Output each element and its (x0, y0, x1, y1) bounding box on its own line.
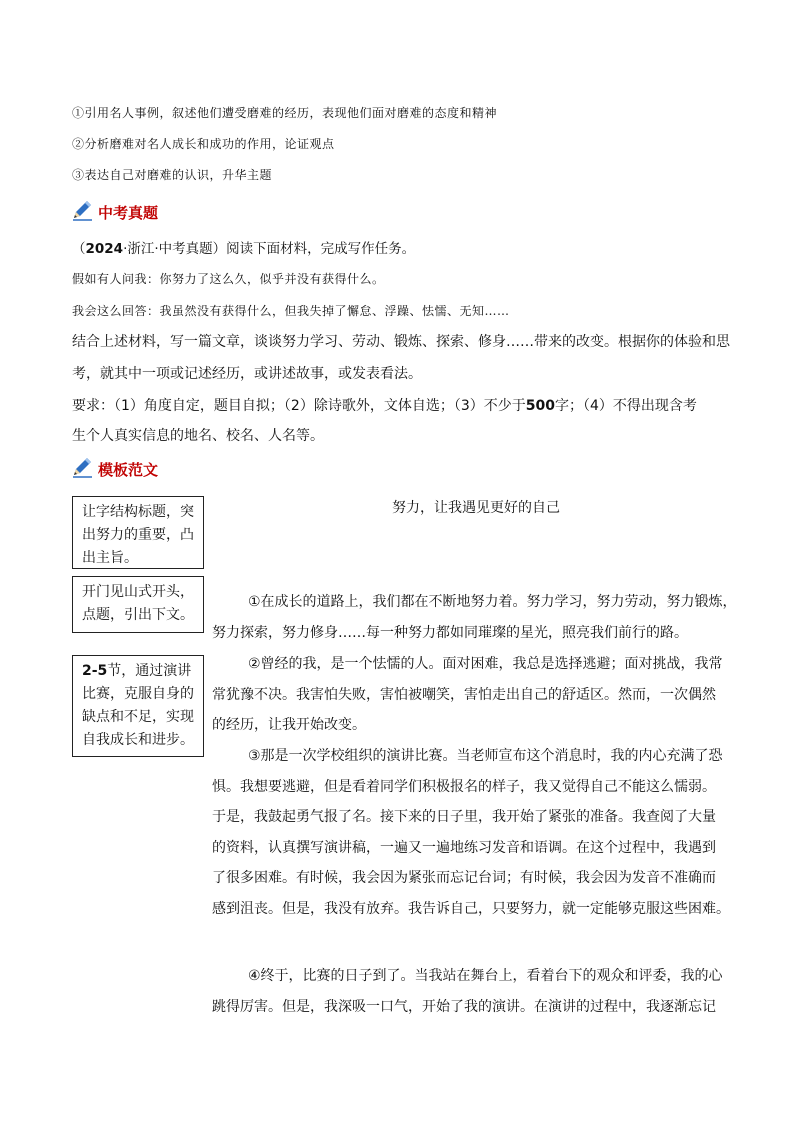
essay-paragraph-1 (212, 587, 740, 648)
exam-requirement-line-1 (72, 395, 697, 415)
essay-line: ③那是一次学校组织的演讲比赛。当老师宣布这个消息时，我的内心充满了恐 (248, 748, 723, 764)
essay-line: 感到沮丧。但是，我没有放弃。我告诉自己，只要努力，就一定能够克服这些困难。 (212, 900, 730, 917)
outline-item-2: ②分析磨难对名人成长和成功的作用，论证观点 (72, 137, 335, 151)
essay-line: 惧。我想要逃避，但是看着同学们积极报名的样子，我又觉得自己不能这么懦弱。 (212, 778, 716, 795)
essay-title: 努力，让我遇见更好的自己 (392, 500, 560, 516)
essay-paragraph-3 (212, 741, 740, 924)
annotation-bold: 2-5 (82, 663, 108, 679)
essay-line: ②曾经的我，是一个怯懦的人。面对困难，我总是选择逃避；面对挑战，我常 (248, 656, 723, 672)
pencil-icon (70, 455, 94, 479)
essay-line: 常犹豫不决。我害怕失败，害怕被嘲笑，害怕走出自己的舒适区。然而，一次偶然 (212, 686, 716, 703)
req-part-b: 字；（4）不得出现含考 (554, 398, 697, 414)
source-year: 2024 (85, 241, 124, 257)
outline-item-1: ①引用名人事例，叙述他们遭受磨难的经历，表现他们面对磨难的态度和精神 (72, 106, 498, 120)
section-title-exam: 中考真题 (98, 204, 159, 222)
req-part-a: 要求：（1）角度自定，题目自拟；（2）除诗歌外，文体自选；（3）不少于 (72, 398, 526, 414)
exam-quote-2: 我会这么回答：我虽然没有获得什么，但我失掉了懈怠、浮躁、怯懦、无知…… (72, 304, 510, 318)
essay-line: 于是，我鼓起勇气报了名。接下来的日子里，我开始了紧张的准备。我查阅了大量 (212, 809, 716, 825)
exam-requirement-line-2: 生个人真实信息的地名、校名、人名等。 (72, 428, 324, 444)
section-header-exam (70, 198, 158, 222)
section-header-model (70, 455, 158, 479)
essay-line: 了很多困难。有时候，我会因为紧张而忘记台词；有时候，我会因为发音不准确而 (212, 870, 716, 886)
req-word-count: 500 (525, 398, 555, 414)
annotation-box-body (72, 655, 204, 757)
essay-paragraph-2 (212, 649, 740, 741)
essay-line: 跳得厉害。但是，我深吸一口气，开始了我的演讲。在演讲的过程中，我逐渐忘记 (212, 998, 716, 1015)
essay-line: 的资料，认真撰写演讲稿，一遍又一遍地练习发音和语调。在这个过程中，我遇到 (212, 839, 716, 856)
exam-task-line-1: 结合上述材料，写一篇文章，谈谈努力学习、劳动、锻炼、探索、修身……带来的改变。根据你的体验和思 (72, 334, 730, 350)
source-rest: ·浙江·中考真题）阅读下面材料，完成写作任务。 (123, 241, 416, 257)
essay-line: ④终于，比赛的日子到了。当我站在舞台上，看着台下的观众和评委，我的心 (248, 968, 723, 984)
essay-line: 的经历，让我开始改变。 (212, 717, 366, 733)
section-title-model: 模板范文 (98, 461, 159, 479)
exam-quote-1: 假如有人问我：你努力了这么久，似乎并没有获得什么。 (72, 272, 385, 286)
source-paren: （ (72, 241, 86, 257)
annotation-box-opening: 开门见山式开头，点题，引出下文。 (72, 576, 204, 633)
outline-item-3: ③表达自己对磨难的认识，升华主题 (72, 168, 273, 182)
pencil-icon (70, 198, 94, 222)
essay-paragraph-4 (212, 961, 740, 1022)
exam-task-line-2: 考，就其中一项或记述经历，或讲述故事，或发表看法。 (72, 366, 422, 382)
essay-line: 努力探索，努力修身……每一种努力都如同璀璨的星光，照亮我们前行的路。 (212, 624, 688, 641)
essay-line: ①在成长的道路上，我们都在不断地努力着。努力学习，努力劳动，努力锻炼， (248, 594, 737, 610)
annotation-text: 节，通过演讲比赛，克服自身的缺点和不足，实现自我成长和进步。 (82, 663, 194, 748)
exam-source (72, 237, 415, 257)
annotation-box-title: 让字结构标题，突出努力的重要，凸出主旨。 (72, 496, 204, 569)
